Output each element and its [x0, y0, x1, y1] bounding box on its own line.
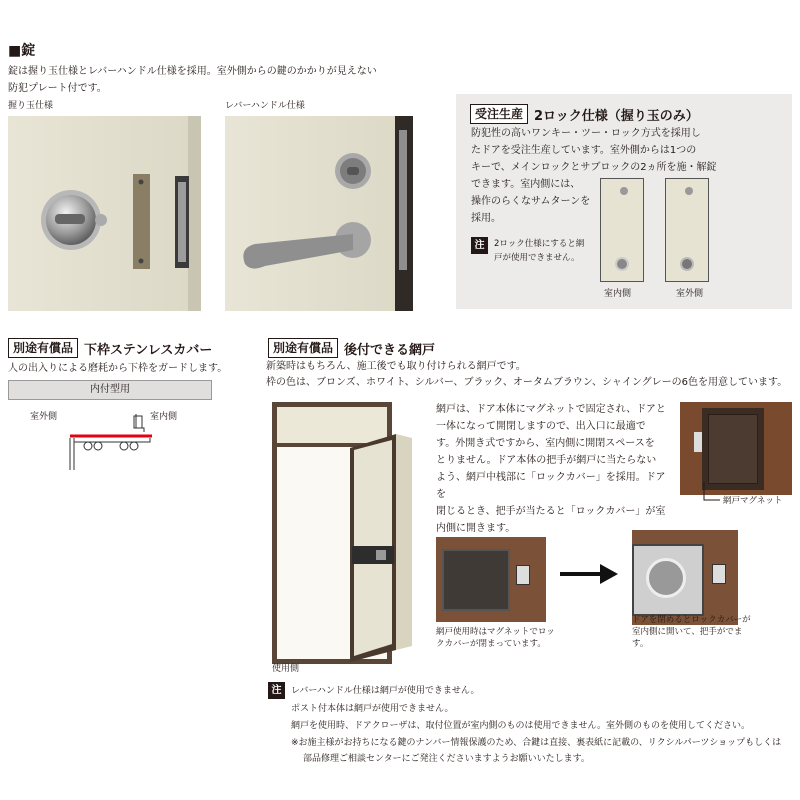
note-mark: 注 — [471, 237, 488, 254]
screen-title: 後付できる網戸 — [344, 342, 436, 358]
screen-door-illustration — [270, 400, 430, 672]
cover-header — [8, 338, 212, 358]
caption-open-line1: ドアを閉めるとロックカバーが — [632, 615, 751, 625]
lock-cover-open-photo — [632, 530, 738, 625]
note-line5: 部品修理ご相談センターにご発注くださいますようお願いいたします。 — [303, 754, 590, 764]
outdoor-label: 室外側 — [676, 289, 704, 299]
lock-heading: ■錠 — [8, 43, 36, 59]
arrow-icon — [560, 562, 620, 586]
caption-open-line3: す。 — [632, 639, 649, 649]
note-line2: ポスト付本体は網戸が使用できません。 — [291, 704, 454, 714]
screen-body-line: 内側に開きます。 — [436, 523, 516, 534]
screen-desc-line2: 枠の色は、ブロンズ、ホワイト、シルバー、ブラック、オータムブラウン、シャイングレーの6色を用意しています。 — [266, 377, 788, 388]
use-side-label: 使用側 — [272, 664, 300, 674]
knob-spec-label: 握り玉仕様 — [8, 101, 54, 111]
screen-body — [436, 401, 674, 537]
cover-outdoor-label: 室外側 — [30, 412, 58, 422]
cover-section-diagram — [64, 410, 164, 472]
cover-desc: 人の出入りによる磨耗から下枠をガードします。 — [8, 363, 228, 374]
indoor-label: 室内側 — [604, 289, 632, 299]
lock-desc-line2: 防犯プレート付です。 — [8, 83, 107, 94]
two-lock-note-line2: 戸が使用できません。 — [494, 253, 580, 263]
caption-closed-line1: 網戸使用時はマグネットでロッ — [436, 627, 555, 637]
indoor-two-lock-photo — [600, 178, 644, 282]
screen-body-line: 網戸は、ドア本体にマグネットで固定され、ドアと — [436, 404, 666, 415]
screen-header — [268, 338, 435, 358]
caption-closed — [436, 626, 555, 650]
caption-open-line2: 室内側に開いて、把手がでま — [632, 627, 743, 637]
two-lock-note — [471, 237, 584, 265]
optional-badge: 別途有償品 — [8, 338, 78, 358]
note-line1: レバーハンドル仕様は網戸が使用できません。 — [291, 685, 480, 696]
two-lock-header — [470, 104, 699, 124]
note-mark: 注 — [268, 682, 285, 699]
outdoor-two-lock-photo — [665, 178, 709, 282]
screen-body-line: す。外開き式ですから、室内側に開閉スペースを — [436, 438, 655, 449]
two-lock-desc-line: たドアを受注生産しています。室外側からは1つの — [471, 145, 697, 156]
screen-body-line: とりません。ドア本体の把手が網戸に当たらない — [436, 455, 657, 466]
screen-desc-line1: 新築時はもちろん、施工後でも取り付けられる網戸です。 — [266, 361, 526, 372]
screen-body-line: よう、網戸中桟部に「ロックカバー」を採用。ドアを — [436, 472, 666, 500]
note-line4: ※お施主様がお持ちになる鍵のナンバー情報保護のため、合鍵は直接、裏表紙に記載の、リクシルパーツショップもしくは — [291, 738, 782, 748]
two-lock-title: 2ロック仕様（握り玉のみ） — [534, 108, 699, 124]
knob-lock-photo — [8, 116, 201, 311]
cover-type-label: 内付型用 — [8, 380, 212, 400]
screen-body-line: 一体になって開閉しますので、出入口に最適で — [436, 421, 646, 432]
lock-cover-closed-photo — [436, 537, 546, 622]
lock-desc-line1: 錠は握り玉仕様とレバーハンドル仕様を採用。室外側からの鍵のかかりが見えない — [8, 66, 377, 77]
two-lock-desc-line: キーで、メインロックとサブロックの2ヵ所を施・解錠 — [471, 162, 717, 173]
two-lock-desc-line: 防犯性の高いワンキー・ツー・ロック方式を採用し — [471, 128, 701, 139]
screen-body-line: 閉じるとき、把手が当たると「ロックカバー」が室 — [436, 506, 666, 517]
magnet-label: 網戸マグネット — [723, 496, 783, 506]
two-lock-desc-line: できます。室内側には、 — [471, 179, 581, 190]
caption-open — [632, 614, 751, 650]
lever-lock-photo — [225, 116, 413, 311]
caption-closed-line2: クカバーが閉まっています。 — [436, 639, 546, 649]
bottom-notes — [268, 682, 781, 766]
screen-magnet-photo — [680, 402, 792, 495]
two-lock-note-line1: 2ロック仕様にすると網 — [494, 239, 585, 249]
two-lock-desc-line: 操作のらくなサムターンを — [471, 196, 591, 207]
lever-spec-label: レバーハンドル仕様 — [225, 101, 305, 111]
made-to-order-badge: 受注生産 — [470, 104, 528, 124]
cover-title: 下枠ステンレスカバー — [84, 342, 213, 358]
magnet-leader-line — [700, 482, 720, 504]
note-line3: 網戸を使用時、ドアクローザは、取付位置が室内側のものは使用できません。室外側のものを使用してください。 — [291, 721, 751, 731]
optional-badge: 別途有償品 — [268, 338, 338, 358]
two-lock-desc-line: 採用。 — [471, 213, 501, 224]
cover-indoor-label: 室内側 — [150, 412, 178, 422]
